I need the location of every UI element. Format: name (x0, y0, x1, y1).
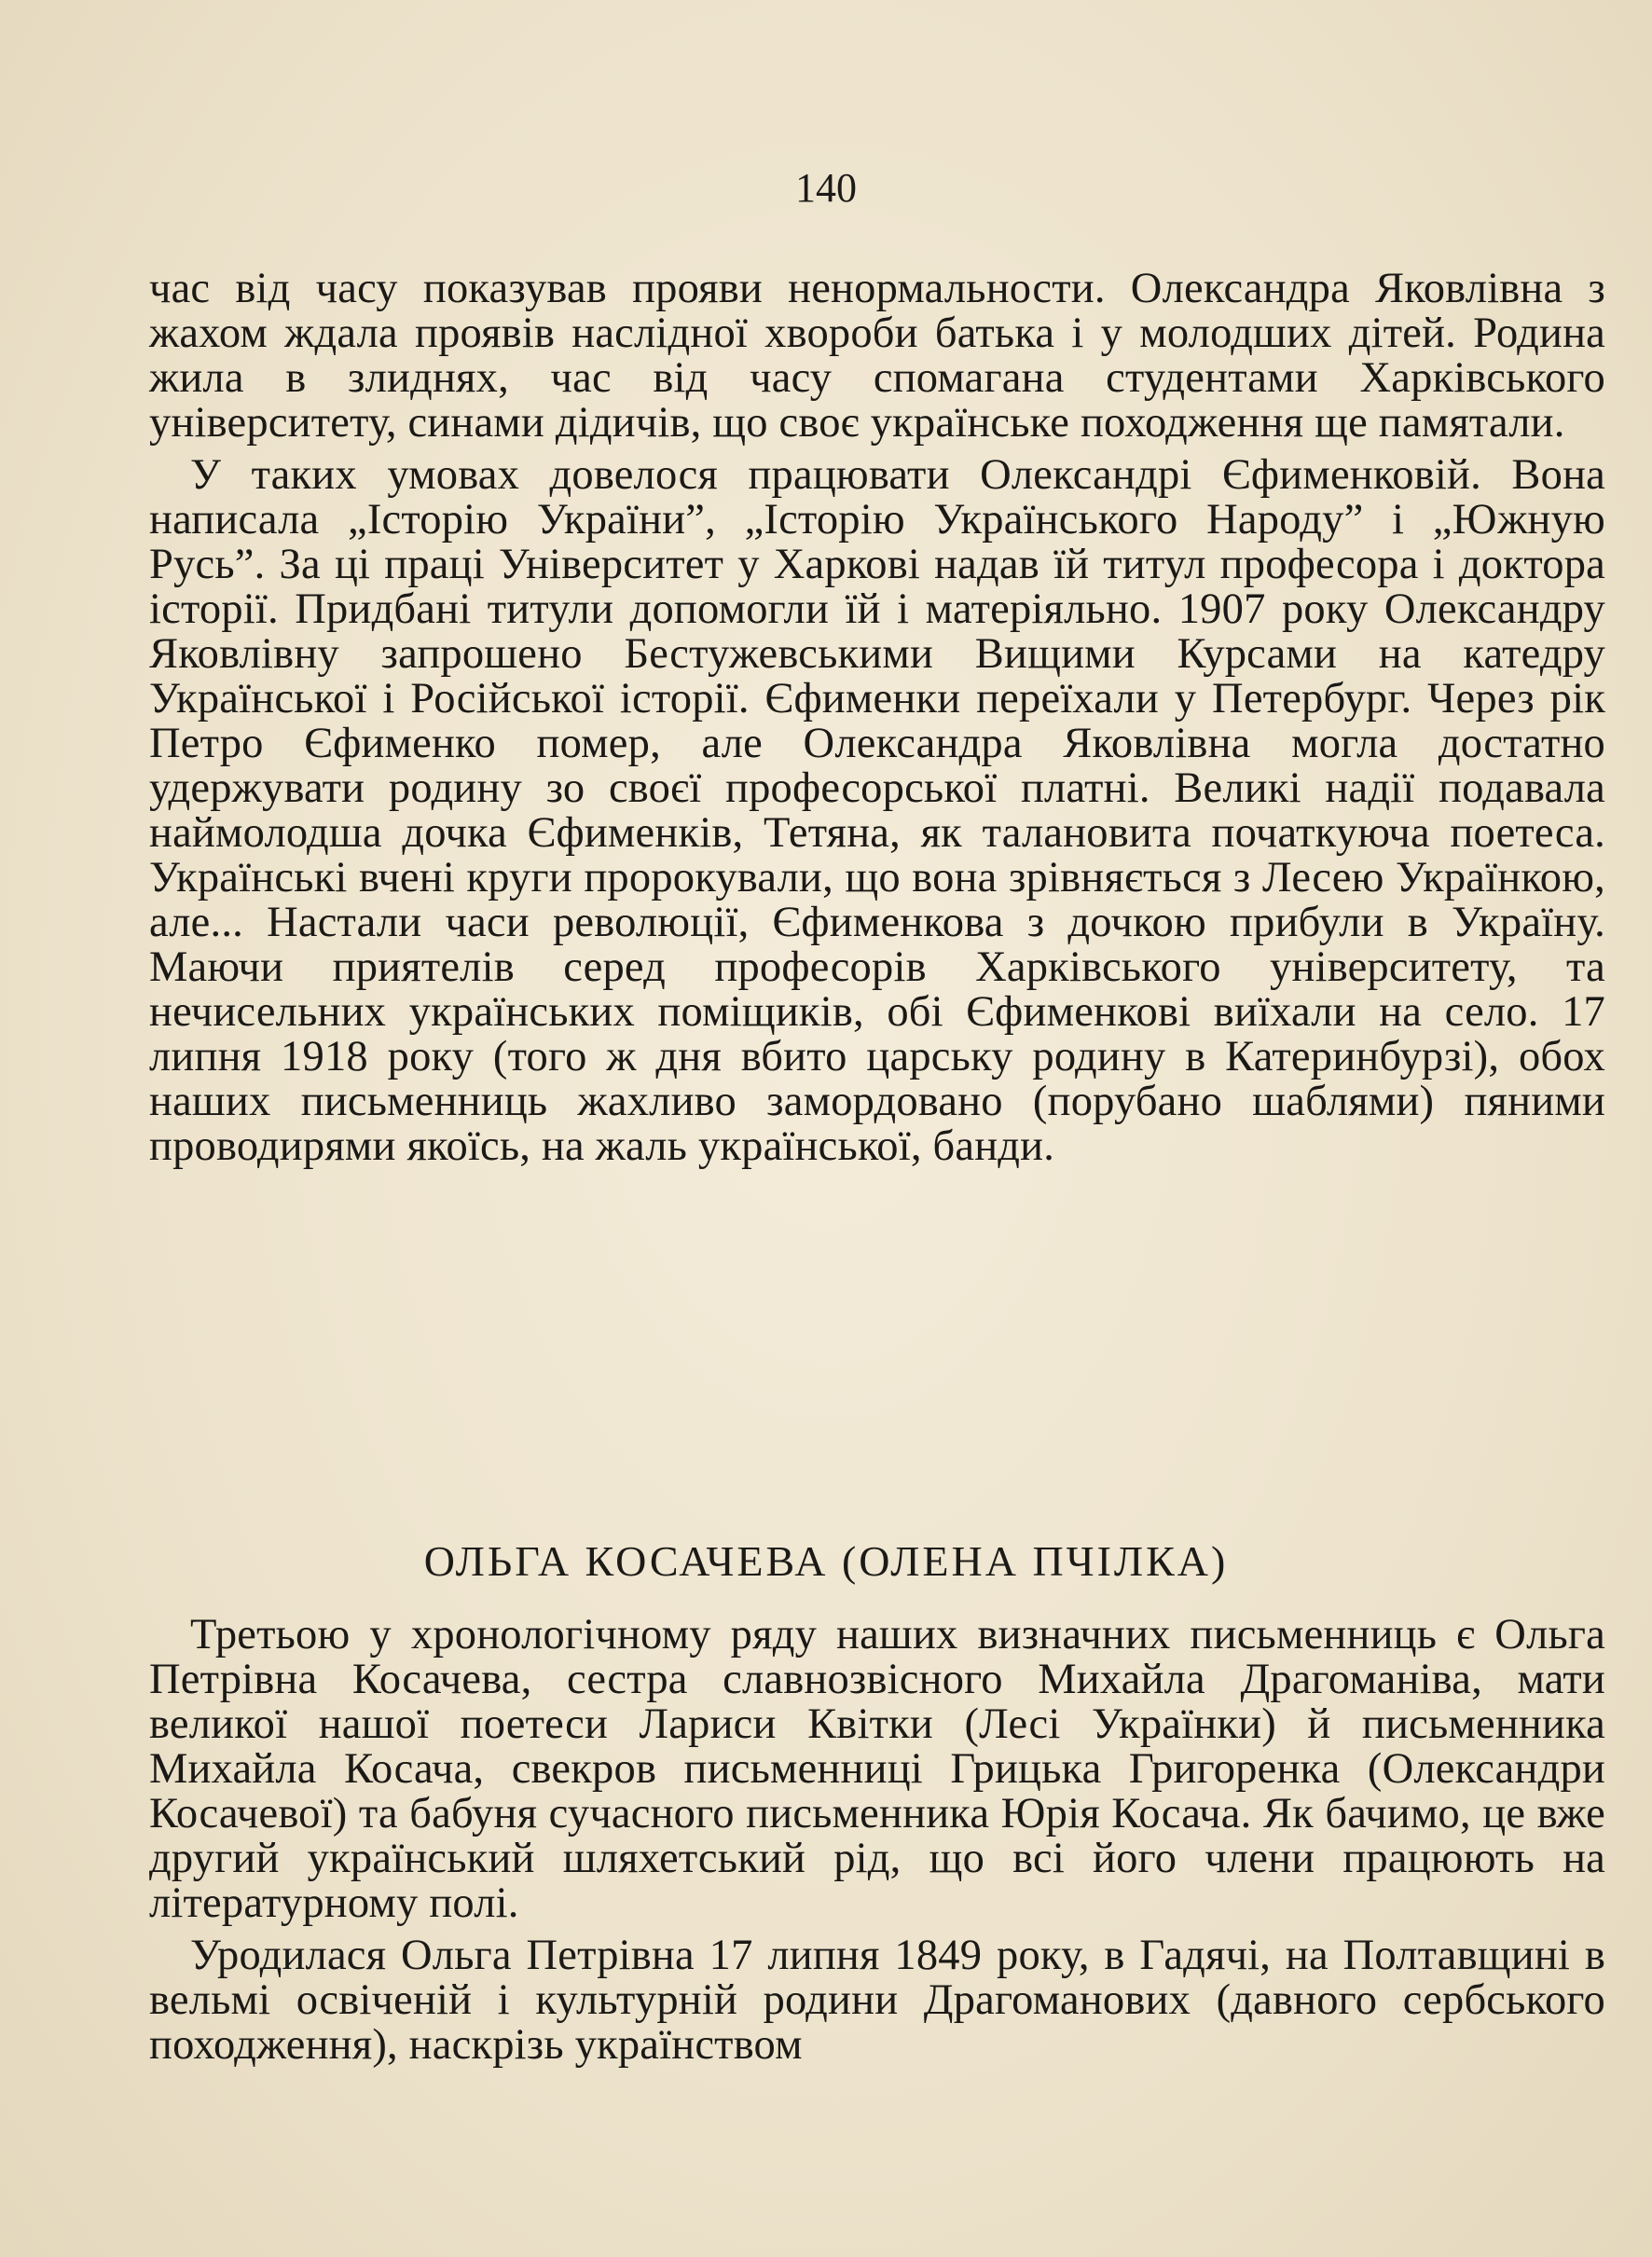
paragraph: Уродилася Ольга Петрівна 17 липня 1849 року, в Гадячі, на Полтавщині в вельмі освіченій і культурній родини Драгоманових (давного сербського походження), наскрізь українством (149, 1932, 1605, 2069)
section-heading: ОЛЬГА КОСАЧЕВА (ОЛЕНА ПЧІЛКА) (423, 1537, 1229, 1585)
paragraph: Третьою у хронологічному ряду наших визначних письменниць є Ольга Петрівна Косачева, сестра славнозвісного Михайла Драгоманіва, мати великої нашої поетеси Лариси Квітки (Лесі Українки) й письменника Михайла Косача, свекров письменниці Грицька Григоренка (Олександри Косачевої) та бабуня сучасного письменника Юрія Косача. Як бачимо, це вже другий український шляхетський рід, що всі його члени працюють на літературному полі. (149, 1611, 1605, 1927)
paragraph: час від часу показував прояви ненормальности. Олександра Яковлівна з жахом ждала проявів наслідної хвороби батька і у молодших дітей. Родина жила в злиднях, час від часу спомагана студентами Харківського університету, синами дідичів, що своє українське походження ще памятали. (149, 265, 1605, 447)
paragraph: У таких умовах довелося працювати Олександрі Єфименковій. Вона написала „Історію України”, „Історію Українського Народу” і „Южную Русь”. За ці праці Університет у Харкові надав їй титул професора і доктора історії. Придбані титули допомогли їй і матеріяльно. 1907 року Олександру Яковлівну запрошено Бестужевськими Вищими Курсами на катедру Української і Російської історії. Єфименки переїхали у Петербург. Через рік Петро Єфименко помер, але Олександра Яковлівна могла достатно удержувати родину зо своєї професорської платні. Великі надії подавала наймолодша дочка Єфименків, Тетяна, як талановита початкуюча поетеса. Українські вчені круги пророкували, що вона зрівняється з Лесею Українкою, але... Настали часи революції, Єфименкова з дочкою прибули в Україну. Маючи приятелів серед професорів Харківського університету, та нечисельних українських поміщиків, обі Єфименкові виїхали на село. 17 липня 1918 року (того ж дня вбито царську родину в Катеринбурзі), обох наших письменниць жахливо замордовано (порубано шаблями) пяними проводирями якоїсь, на жаль української, банди. (149, 451, 1605, 1170)
text-block-2 (149, 1613, 1605, 2068)
page-number: 140 (795, 165, 857, 211)
text-block-1 (149, 267, 1605, 1169)
